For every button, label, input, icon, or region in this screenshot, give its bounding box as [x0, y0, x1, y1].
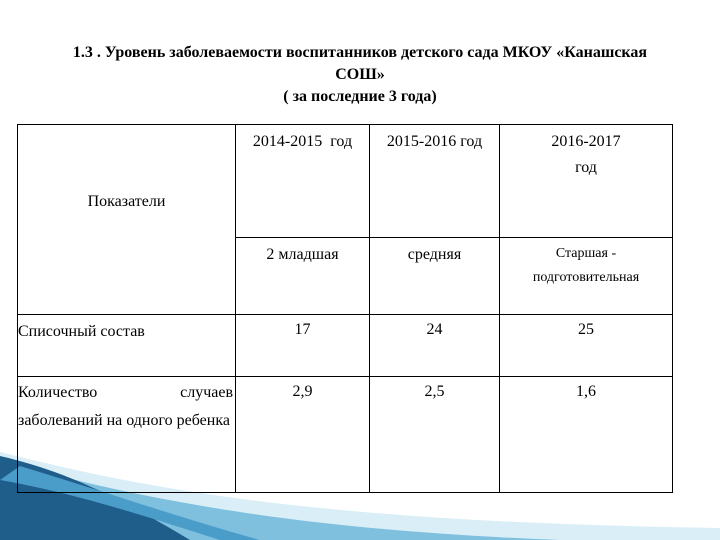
- illness-value-2015: 2,5: [424, 383, 445, 400]
- table-cell: [236, 377, 370, 493]
- title-line-2: СОШ»: [335, 66, 385, 83]
- group-middle: [370, 238, 500, 315]
- group-middle-label: средняя: [407, 246, 462, 263]
- table-cell: [236, 315, 370, 377]
- header-year-2016: [500, 125, 673, 238]
- illness-value-2016: 1,6: [576, 383, 596, 400]
- header-indicators-label: Показатели: [87, 192, 166, 210]
- table-header-row-years: [18, 125, 673, 238]
- table-row: [18, 377, 673, 493]
- group-senior-label: Старшая -: [555, 246, 617, 261]
- table-cell: [370, 377, 500, 493]
- roster-value-2016: 25: [578, 321, 594, 338]
- group-junior-2-label: 2 младшая: [266, 246, 339, 263]
- roster-label: Списочный состав: [18, 323, 145, 340]
- group-preparatory-label: подготовительная: [532, 270, 640, 285]
- morbidity-table: [17, 124, 673, 493]
- group-senior-preparatory: [500, 238, 673, 315]
- table-cell: [370, 315, 500, 377]
- table-row: [18, 315, 673, 377]
- roster-value-2015: 24: [426, 321, 443, 338]
- title-line-1: 1.3 . Уровень заболеваемости воспитанников детского сада МКОУ «Канашская: [72, 44, 648, 61]
- table-cell: [500, 377, 673, 493]
- year-2016-suffix: год: [575, 159, 597, 176]
- row-label-roster: [18, 315, 236, 377]
- header-year-2014: [236, 125, 370, 238]
- year-2015-label: 2015-2016 год: [386, 133, 483, 150]
- roster-value-2014: 17: [294, 321, 311, 338]
- illness-value-2014: 2,9: [292, 383, 313, 400]
- illness-rate-label: Количество случаев заболеваний на одного ребенка: [18, 384, 233, 429]
- group-junior-2: [236, 238, 370, 315]
- header-year-2015: [370, 125, 500, 238]
- row-label-illness-rate: [18, 377, 236, 493]
- header-indicators: [18, 125, 236, 315]
- document-title: [0, 42, 720, 108]
- title-line-3: ( за последние 3 года): [283, 88, 437, 105]
- year-2014-label: 2014-2015 год: [252, 133, 353, 150]
- table-cell: [500, 315, 673, 377]
- year-2016-label: 2016-2017: [551, 133, 621, 150]
